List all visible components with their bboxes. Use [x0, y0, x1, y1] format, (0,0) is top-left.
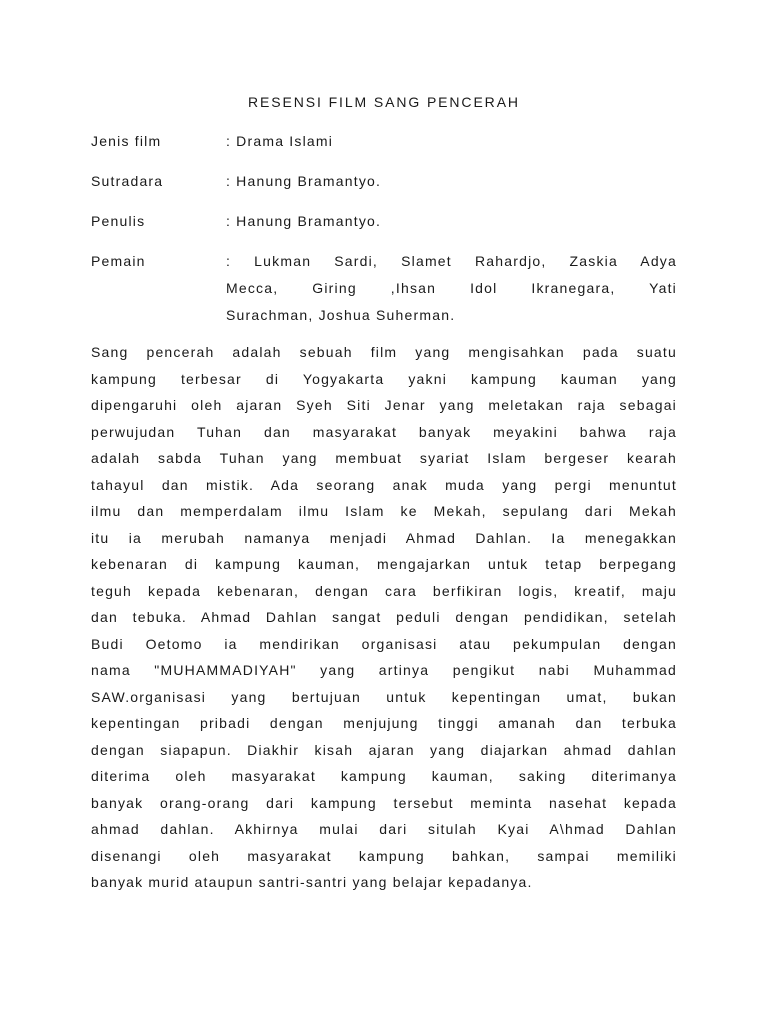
body-line: banyak orang-orang dari kampung tersebut meminta nasehat kepada — [91, 794, 677, 811]
body-line: adalah sabda Tuhan yang membuat syariat Islam bergeser kearah — [91, 450, 677, 466]
pemain-line: Surachman, Joshua Suherman. — [226, 307, 456, 323]
meta-label-penulis: Penulis — [91, 213, 146, 229]
body-line: kepentingan pribadi dengan menjujung tinggi amanah dan terbuka — [91, 715, 677, 731]
body-line: kebenaran di kampung kauman, mengajarkan untuk tetap berpegang — [91, 556, 677, 572]
body-line: Budi Oetomo ia mendirikan organisasi atau pekumpulan dengan — [91, 635, 677, 652]
body-line: itu ia merubah namanya menjadi Ahmad Dahlan. Ia menegakkan — [91, 529, 677, 546]
body-line: perwujudan Tuhan dan masyarakat banyak meyakini bahwa raja — [91, 423, 677, 440]
body-line: dengan siapapun. Diakhir kisah ajaran yang diajarkan ahmad dahlan — [91, 741, 677, 758]
body-line: ilmu dan memperdalam ilmu Islam ke Mekah, sepulang dari Mekah — [91, 503, 677, 519]
body-line: disenangi oleh masyarakat kampung bahkan, sampai memiliki — [91, 847, 677, 864]
body-line: dan tebuka. Ahmad Dahlan sangat peduli dengan pendidikan, setelah — [91, 609, 677, 625]
body-paragraph — [91, 342, 677, 899]
pemain-line: Mecca, Giring ,Ihsan Idol Ikranegara, Yati — [226, 280, 677, 296]
document-title: RESENSI FILM SANG PENCERAH — [248, 94, 520, 110]
body-line: kampung terbesar di Yogyakarta yakni kampung kauman yang — [91, 370, 677, 387]
meta-label-sutradara: Sutradara — [91, 173, 164, 189]
body-line: teguh kepada kebenaran, dengan cara berfikiran logis, kreatif, maju — [91, 582, 677, 599]
body-line: SAW.organisasi yang bertujuan untuk kepentingan umat, bukan — [91, 688, 677, 705]
body-line: dipengaruhi oleh ajaran Syeh Siti Jenar yang meletakan raja sebagai — [91, 397, 677, 413]
body-line: banyak murid ataupun santri-santri yang belajar kepadanya. — [91, 874, 533, 890]
meta-value-penulis: : Hanung Bramantyo. — [226, 213, 382, 229]
body-line: ahmad dahlan. Akhirnya mulai dari situlah Kyai A\hmad Dahlan — [91, 821, 677, 837]
body-line: tahayul dan mistik. Ada seorang anak muda yang pergi menuntut — [91, 476, 677, 493]
pemain-line: : Lukman Sardi, Slamet Rahardjo, Zaskia Adya — [226, 253, 677, 269]
body-line: nama "MUHAMMADIYAH" yang artinya pengikut nabi Muhammad — [91, 662, 677, 678]
meta-value-jenis-film: : Drama Islami — [226, 133, 334, 149]
body-line: Sang pencerah adalah sebuah film yang mengisahkan pada suatu — [91, 344, 677, 360]
meta-value-sutradara: : Hanung Bramantyo. — [226, 173, 382, 189]
meta-label-jenis-film: Jenis film — [91, 133, 162, 149]
meta-value-pemain — [226, 251, 677, 332]
body-line: diterima oleh masyarakat kampung kauman, saking diterimanya — [91, 768, 677, 784]
meta-label-pemain: Pemain — [91, 253, 146, 269]
